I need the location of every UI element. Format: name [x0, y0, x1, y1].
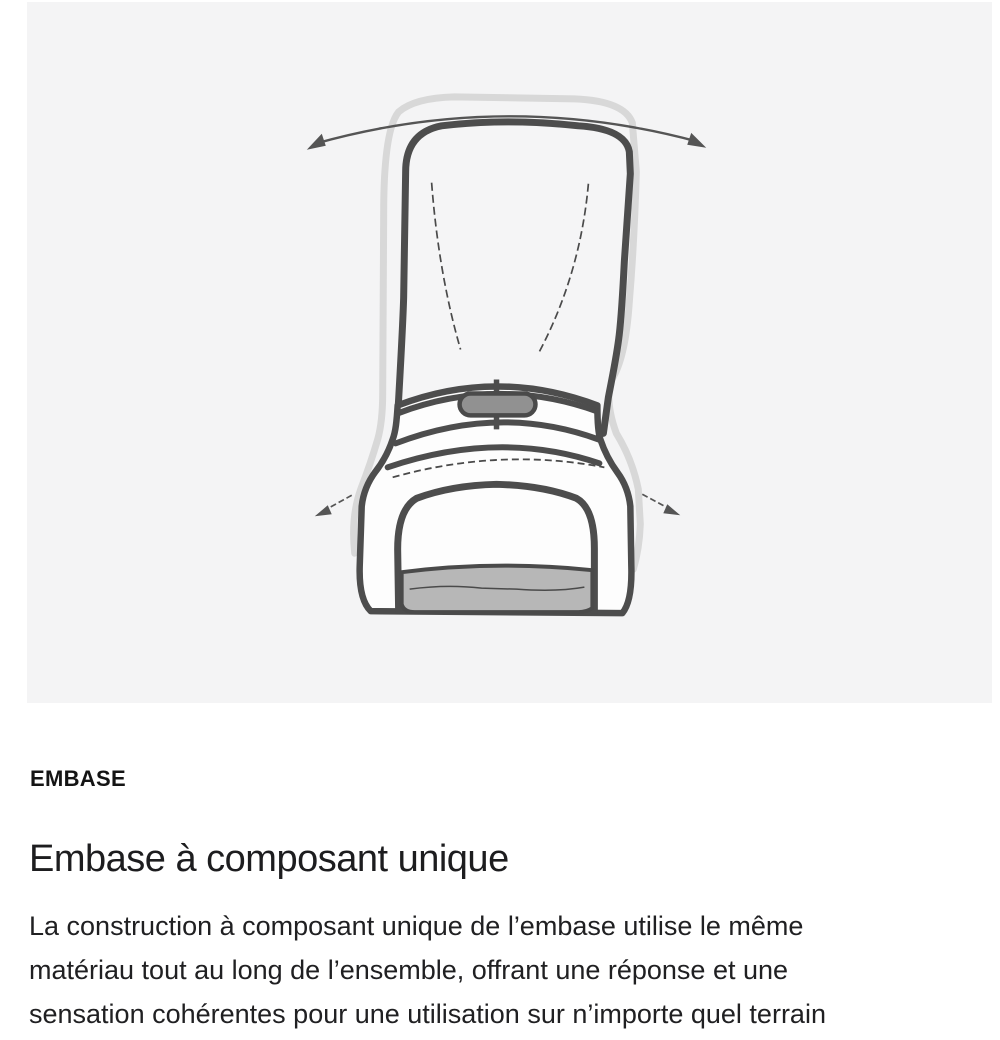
section-heading: Embase à composant unique	[29, 838, 509, 880]
forward-lean-adjuster-button	[460, 393, 536, 415]
section-body	[29, 904, 979, 1036]
binding-flex-illustration	[27, 2, 992, 703]
arrowhead-left-icon	[307, 134, 326, 150]
arrowhead-right-icon	[687, 133, 706, 148]
body-line: sensation cohérentes pour une utilisation sur n’importe quel terrain	[29, 999, 826, 1029]
feature-illustration-panel	[27, 2, 992, 703]
lateral-arrowhead-right-icon	[663, 504, 680, 515]
lateral-arrowhead-left-icon	[315, 505, 332, 516]
section-eyebrow: EMBASE	[30, 766, 126, 791]
body-line: matériau tout au long de l’ensemble, offrant une réponse et une	[29, 955, 789, 985]
body-line: La construction à composant unique de l’embase utilise le même	[29, 911, 804, 941]
